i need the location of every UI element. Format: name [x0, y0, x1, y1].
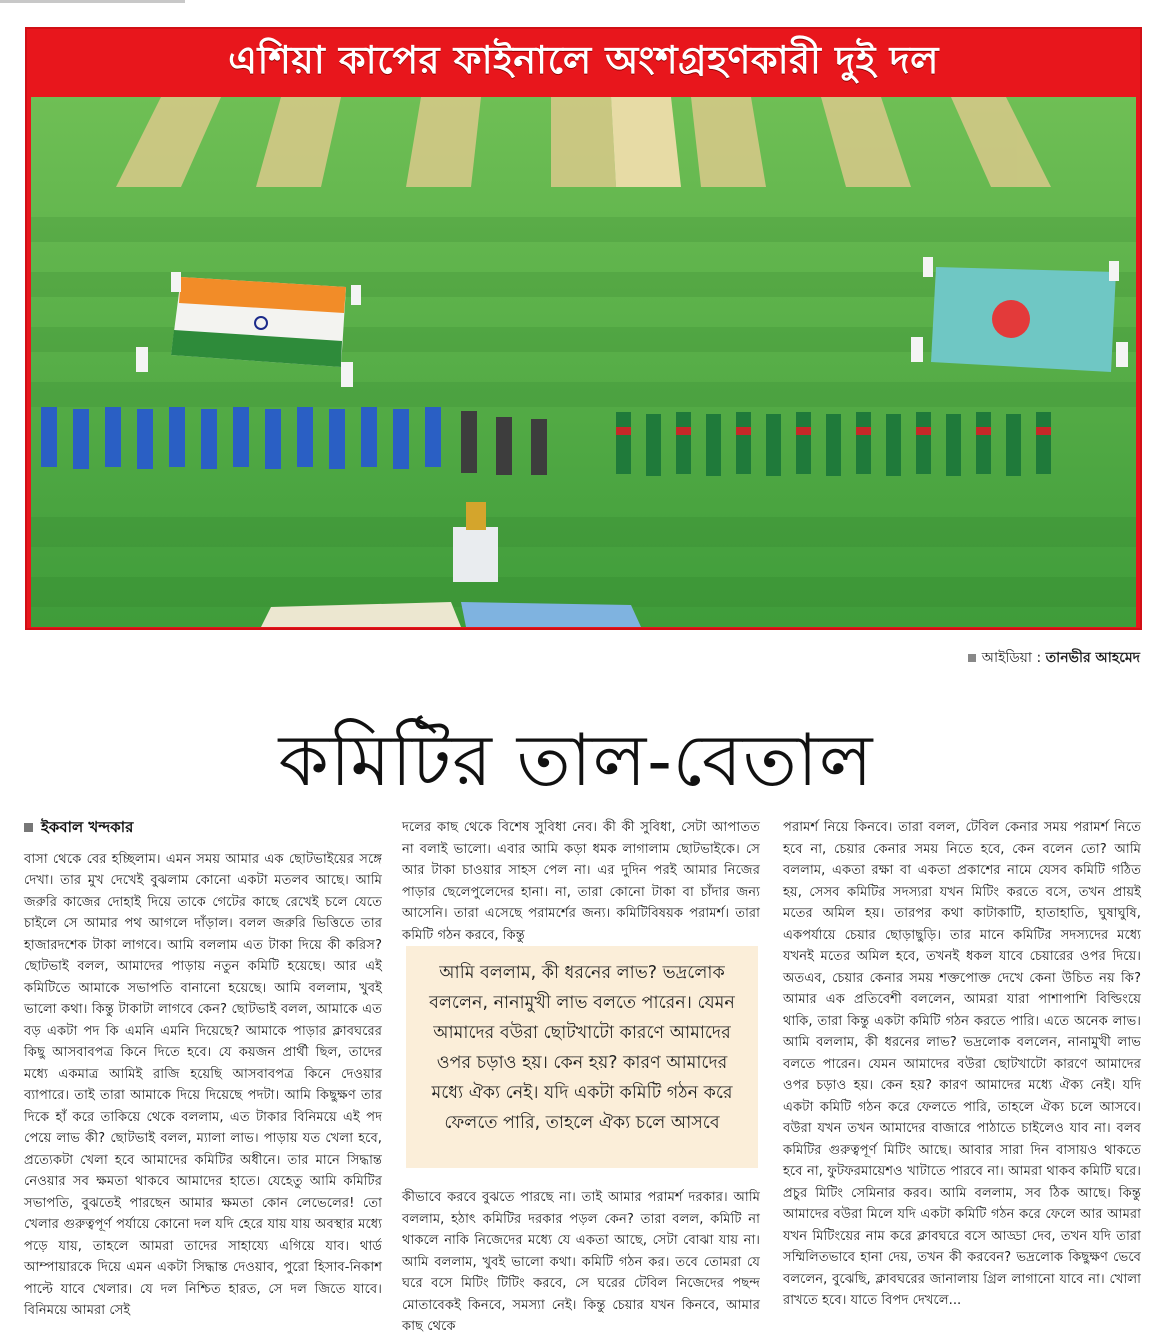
article-headline: কমিটির তাল-বেতাল [278, 718, 874, 802]
column-3-text: পরামর্শ নিয়ে কিনবে। তারা বলল, টেবিল কেনার সময় পরামর্শ নিতে হবে না, চেয়ার কেনার সময় নিতে হবে, কেন বলেন তো? আমি বললাম, একতা রক্ষা বা একতা প্রকাশের নামে যেসব কমিটি গঠিত হয়, সেসব কমিটির সদস্যরা যখন মিটিং করতে বসে, তখন প্রায়ই মতের অমিল হয়। তারপর কথা কাটাকাটি, হাতাহাতি, ঘুষাঘুষি, একপর্যায়ে চেয়ার ছোড়াছুড়ি। তার মানে কমিটির সদস্যদের মধ্যে যখনই মতের অমিল হবে, তখনই ধকল যাবে চেয়ারের ওপর দিয়ে। অতএব, চেয়ার কেনার সময় শক্তপোক্ত দেখে কেনা উচিত নয় কি? আমার এক প্রতিবেশী বললেন, আমরা যারা পাশাপাশি বিল্ডিংয়ে থাকি, তারা কিন্তু একটা কমিটি গঠন করতে পারি। এতে অনেক লাভ। আমি বললাম, কী ধরনের লাভ? ভদ্রলোক বললেন, নানামুখী লাভ বলতে পারেন। যেমন আমাদের বউরা ছোটখাটো কারণে আমাদের ওপর চড়াও হয়। কেন হয়? কারণ আমাদের মধ্যে ঐক্য নেই। যদি একটা কমিটি গঠন করে ফেলতে পারি, তাহলে ঐক্য চলে আসবে। বউরা যখন তখন আমাদের বাজারে পাঠাতে চাইলেও যাব না। বলব কমিটির গুরুত্বপূর্ণ মিটিং আছে। আবার সারা দিন বাসায়ও থাকতে হবে না, ফুটফরমায়েশও খাটাতে পারবে না। আমরা থাকব কমিটি ঘরে। প্রচুর মিটিং সেমিনার করব। আমি বললাম, সব ঠিক আছে। কিন্তু আমাদের বউরা মিলে যদি একটা কমিটি গঠন করে ফেলে আর আমরা যখন মিটিংয়ের নাম করে ক্লাবঘরে বসে আড্ডা দেব, তখন যদি তারা সম্মিলিতভাবে হানা দেয়, তখন কী করবেন? ভদ্রলোক কিছুক্ষণ ভেবে বললেন, বুঝেছি, ক্লাবঘরের জানালায় গ্রিল লাগানো যাবে না। খোলা রাখতে হবে। যাতে বিপদ দেখলে... [783, 820, 1141, 1308]
column-2-lower-text: কীভাবে করবে বুঝতে পারছে না। তাই আমার পরামর্শ দরকার। আমি বললাম, হঠাৎ কমিটির দরকার পড়ল কেন? তারা বলল, কমিটি না থাকলে নাকি নিজেদের মধ্যে যে একতা আছে, সেটা বোঝা যায় না। আমি বললাম, খুবই ভালো কথা। কমিটি গঠন কর। তবে তোমরা যে ঘরে বসে মিটিং টিটিং করবে, সে ঘরের টেবিল নিজেদের পছন্দ মোতাবেকই কিনবে, সমস্যা নেই। কিন্তু চেয়ার যখন কিনবে, আমার কাছ থেকে [402, 1190, 760, 1334]
article-column-3 [783, 817, 1141, 1312]
column-1-text: বাসা থেকে বের হচ্ছিলাম। এমন সময় আমার এক ছোটভাইয়ের সঙ্গে দেখা। তার মুখ দেখেই বুঝলাম কোনো একটা মতলব আছে। আমি জরুরি কাজের দোহাই দিয়ে তাকে গেটের কাছে রেখেই চলে যেতে চাইলে সে আমার পথ আগলে দাঁড়াল। বলল জরুরি ভিত্তিতে তার হাজারদশেক টাকা লাগবে। আমি বললাম এত টাকা দিয়ে কী করিস? ছোটভাই বলল, আমাদের পাড়ায় নতুন কমিটি হয়েছে। আর এই কমিটিতে আমাকে সভাপতি বানানো হয়েছে। আমি বললাম, খুবই ভালো কথা। কিন্তু টাকাটা লাগবে কেন? ছোটভাই বলল, আমাকে এত বড় একটা পদ কি এমনি এমনি দিয়েছে? আমাকে পাড়ার ক্লাবঘরের কিছু আসবাবপত্র কিনে দিতে হবে। যে কয়জন প্রার্থী ছিল, তাদের মধ্যে একমাত্র আমিই রাজি হয়েছি আসবাবপত্র কিনে দেওয়ার ব্যাপারে। তাই তারা আমাকে দিয়ে দিয়েছে পদটা। আমি কিছুক্ষণ তার দিকে হাঁ করে তাকিয়ে থেকে বললাম, এত টাকার বিনিময়ে এই পদ পেয়ে লাভ কী? ছোটভাই বলল, ম্যালা লাভ। পাড়ায় যত খেলা হবে, প্রত্যেকটা খেলা হবে আমাদের কমিটির অধীনে। তার মানে সিদ্ধান্ত নেওয়ার সব ক্ষমতা থাকবে আমাদের হাতে। যেহেতু আমি কমিটির সভাপতি, বুঝতেই পারছেন আমার ক্ষমতা কোন লেভেলের! তো খেলার গুরুত্বপূর্ণ পর্যায়ে কোনো দল যদি হেরে যায় যায় অবস্থার মধ্যে পড়ে যায়, তাহলে আমরা তাদের সাহায্যে এগিয়ে যাব। থার্ড আম্পায়ারকে দিয়ে এমন একটা সিদ্ধান্ত দেওয়াব, পুরো হিসাব-নিকাশ পাল্টে যাবে খেলার। যে দল নিশ্চিত হারত, সে দল জিতে যাবে। বিনিময়ে আমরা সেই [24, 851, 382, 1318]
pull-quote: আমি বললাম, কী ধরনের লাভ? ভদ্রলোক বললেন, নানামুখী লাভ বলতে পারেন। যেমন আমাদের বউরা ছোটখাটো কারণে আমাদের ওপর চড়াও হয়। কেন হয়? কারণ আমাদের মধ্যে ঐক্য নেই। যদি একটা কমিটি গঠন করে ফেলতে পারি, তাহলে ঐক্য চলে আসবে [406, 946, 758, 1168]
cricket-team-photo [31, 97, 1136, 627]
credit-bullet-icon [968, 654, 976, 662]
byline-bullet-icon [24, 823, 33, 832]
photo-credit [968, 646, 1140, 670]
author-name: ইকবাল খন্দকার [41, 818, 134, 836]
column-2-upper-text: দলের কাছ থেকে বিশেষ সুবিধা নেব। কী কী সুবিধা, সেটা আপাতত না বলাই ভালো। এবার আমি কড়া ধমক লাগালাম ছোটভাইকে। সে আর টাকা চাওয়ার সাহস পেল না। এর দুদিন পরই আমার নিজের পাড়ার ছেলেপুলেদের হানা। না, তারা কোনো টাকা বা চাঁদার জন্য আসেনি। তারা এসেছে পরামর্শের জন্য। কমিটিবিষয়ক পরামর্শ। তারা কমিটি গঠন করবে, কিন্তু [402, 820, 760, 943]
article-column-1 [24, 817, 382, 1322]
top-rule [0, 0, 185, 3]
byline [24, 817, 382, 839]
credit-label: আইডিয়া : [981, 650, 1042, 666]
photo-banner [25, 27, 1142, 630]
credit-name: তানভীর আহমেদ [1045, 650, 1140, 666]
banner-title: এশিয়া কাপের ফাইনালে অংশগ্রহণকারী দুই দল [228, 38, 939, 82]
